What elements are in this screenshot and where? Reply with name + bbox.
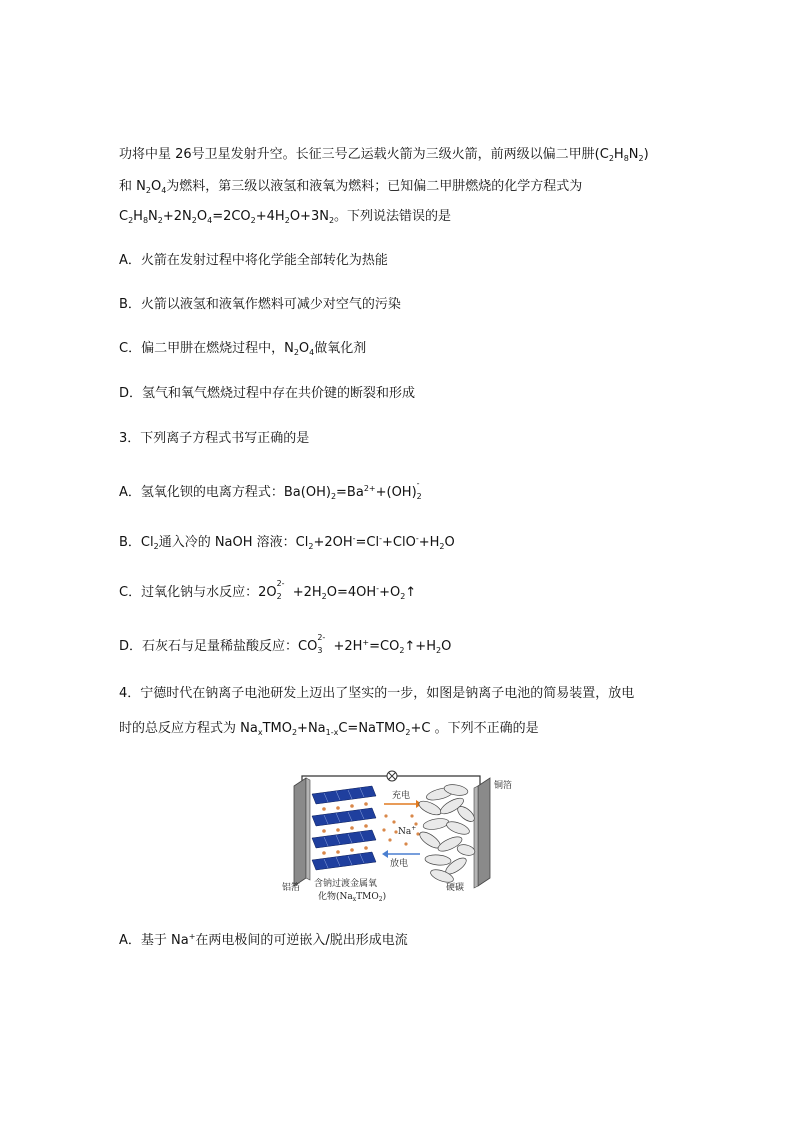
charge-label: 充电 xyxy=(392,791,411,801)
q2-option-b: B．火箭以液氢和液氧作燃料可减少对空气的污染 xyxy=(119,297,401,312)
q2-option-d: D．氢气和氧气燃烧过程中存在共价键的断裂和形成 xyxy=(119,386,416,401)
copper-foil-label: 铜箔 xyxy=(494,781,513,791)
q3-stem: 3．下列离子方程式书写正确的是 xyxy=(119,431,310,446)
bulb-icon xyxy=(387,771,397,781)
q4-option-a: A．基于 Na+在两电极间的可逆嵌入/脱出形成电流 xyxy=(119,932,408,948)
intro-line-1: 功将中星 26号卫星发射升空。长征三号乙运载火箭为三级火箭，前两级以偏二甲肼$(C_2H_8N_2)$ xyxy=(119,147,649,163)
discharge-label: 放电 xyxy=(390,859,409,869)
sodium-ion-battery-diagram xyxy=(280,768,520,913)
copper-foil xyxy=(478,778,490,886)
intro-line-2: 和 $N_2O_4$为燃料，第三级以液氢和液氧为燃料；已知偏二甲肼燃烧的化学方程式为 xyxy=(119,179,583,195)
q2-option-c: C．偏二甲肼在燃烧过程中，$N_2O_4$做氧化剂 xyxy=(119,341,367,357)
q3-option-a: A．氢氧化钡的电离方程式：$Ba(OH)_2=Ba^{2+}+(OH)$ - 2 xyxy=(119,479,422,501)
aluminum-foil xyxy=(294,778,306,886)
q4-stem-line-1: 4．宁德时代在钠离子电池研发上迈出了坚实的一步，如图是钠离子电池的简易装置，放电 xyxy=(119,686,635,701)
cathode-label-line-2: 化物$(Na_xTMO_2)$ xyxy=(318,892,387,903)
q4-stem-line-2: 时的总反应方程式为 $Na_xTMO_2+Na_{1-x}C=NaTMO_2+C$ 。下列不正确的是 xyxy=(119,721,539,737)
q3-option-d: D．石灰石与足量稀盐酸反应：CO 2- 3 $+2H^+=CO_2↑+H_2O$ xyxy=(119,633,452,655)
aluminum-foil-label: 铝箔 xyxy=(282,883,301,893)
hard-carbon-label: 硬碳 xyxy=(446,883,465,893)
q3-option-b: B．$Cl_2$通入冷的 NaOH 溶液：$Cl_2+2OH^-=Cl^-+ClO^-+H_2O$ xyxy=(119,534,455,551)
discharge-arrow xyxy=(382,850,420,858)
combustion-equation: $C_2H_8N_2+2N_2O_4=2CO_2+4H_2O+3N_2$。下列说法错误的是 xyxy=(119,209,452,225)
q3-option-c: C．过氧化钠与水反应：2O 2- 2 $+2H_2O=4OH^-+O_2↑$ xyxy=(119,579,417,601)
charge-arrow xyxy=(384,800,422,808)
cathode-layers xyxy=(312,786,376,870)
cathode-label-line-1: 含钠过渡金属氧 xyxy=(314,879,378,889)
sodium-ion-label: Na+ xyxy=(398,825,417,837)
hard-carbon-anode xyxy=(417,783,477,885)
q2-option-a: A．火箭在发射过程中将化学能全部转化为热能 xyxy=(119,253,388,268)
